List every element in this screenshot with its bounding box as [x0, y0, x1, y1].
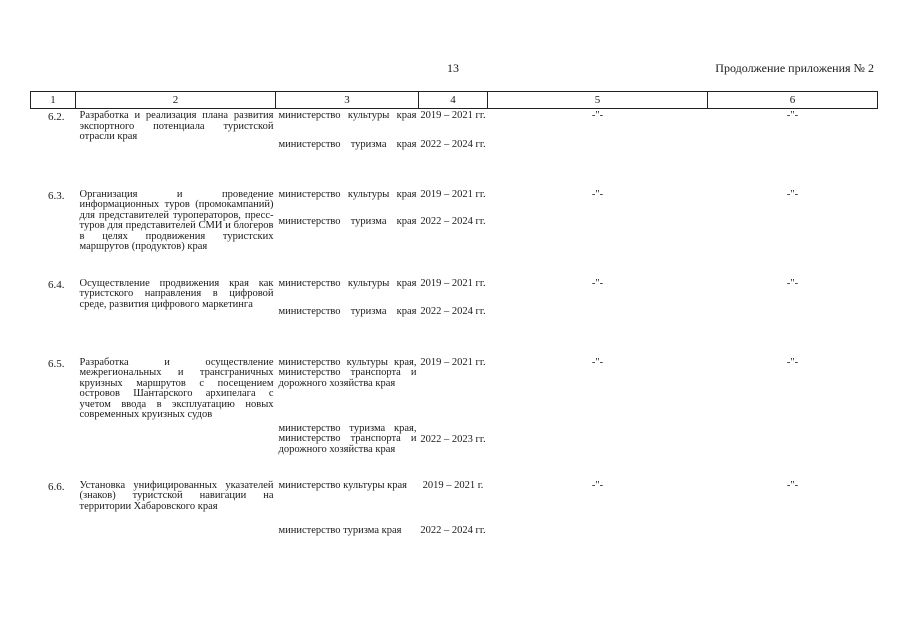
item-terms	[419, 188, 488, 277]
term: 2019 – 2021 гг.	[420, 356, 486, 368]
item-description: Установка унифицированных указателей (знаков) туристской навигации на территории Хабаровского края	[79, 479, 274, 512]
column-header: 5	[488, 92, 708, 109]
term: 2019 – 2021 г.	[422, 479, 484, 491]
item-number: 6.5.	[48, 357, 65, 370]
ditto-mark: -"-	[786, 277, 799, 289]
executor: министерство туризма края	[278, 215, 417, 227]
executor: министерство туризма края	[278, 524, 402, 536]
item-terms	[419, 277, 488, 356]
item-description: Организация и проведение информационных туров (промокампаний) для представителей туроператоров, пресс-туров для представителей СМИ и блогеров в целях продвижения туристских маршрутов (продуктов) края	[79, 188, 274, 252]
table-row	[31, 356, 878, 479]
ditto-mark: -"-	[591, 479, 604, 491]
item-terms	[419, 356, 488, 479]
item-description: Осуществление продвижения края как туристского направления в цифровой среде, развития цифрового маркетинга	[79, 277, 274, 310]
term: 2022 – 2024 гг.	[420, 524, 486, 536]
executor: министерство культуры края	[278, 188, 417, 200]
item-executors	[276, 188, 419, 277]
term: 2022 – 2024 гг.	[420, 305, 486, 317]
ditto-mark: -"-	[591, 277, 604, 289]
item-number: 6.4.	[48, 278, 65, 291]
item-description: Разработка и реализация плана развития экспортного потенциала туристской отрасли края	[79, 110, 274, 142]
column-header: 4	[419, 92, 488, 109]
term: 2022 – 2023 гг.	[420, 433, 486, 445]
ditto-mark: -"-	[786, 479, 799, 491]
ditto-mark: -"-	[591, 356, 604, 368]
table-row	[31, 109, 878, 188]
item-executors	[276, 109, 419, 188]
ditto-mark: -"-	[591, 110, 604, 121]
executor: министерство туризма края	[278, 305, 417, 317]
item-executors	[276, 277, 419, 356]
table-row	[31, 188, 878, 277]
executor: министерство культуры края	[278, 479, 408, 491]
ditto-mark: -"-	[591, 188, 604, 200]
ditto-mark: -"-	[786, 110, 799, 121]
page-number: 13	[447, 61, 459, 75]
continuation-note: Продолжение приложения № 2	[715, 61, 874, 75]
column-header: 2	[76, 92, 276, 109]
executor: министерство культуры края	[278, 110, 417, 121]
item-executors	[276, 356, 419, 479]
term: 2019 – 2021 гг.	[420, 188, 486, 200]
annex-table	[30, 91, 878, 559]
term: 2022 – 2024 гг.	[420, 139, 486, 150]
item-executors	[276, 479, 419, 559]
term: 2022 – 2024 гг.	[420, 215, 486, 227]
term: 2019 – 2021 гг.	[420, 110, 486, 121]
table-row	[31, 479, 878, 559]
term: 2019 – 2021 гг.	[420, 277, 486, 289]
column-header: 1	[31, 92, 76, 109]
ditto-mark: -"-	[786, 356, 799, 368]
column-number-row	[31, 92, 878, 109]
item-description: Разработка и осуществление межрегиональных и трансграничных круизных маршрутов с посещением островов Шантарского архипелага с учетом ввода в эксплуатацию новых современных круизных судов	[79, 356, 274, 420]
item-number: 6.2.	[48, 111, 65, 123]
executor: министерство культуры края, министерство транспорта и дорожного хозяйства края	[278, 356, 417, 389]
column-header: 3	[276, 92, 419, 109]
column-header: 6	[708, 92, 878, 109]
executor: министерство туризма края	[278, 139, 417, 150]
executor: министерство культуры края	[278, 277, 417, 289]
item-terms	[419, 479, 488, 559]
executor: министерство туризма края, министерство транспорта и дорожного хозяйства края	[278, 422, 417, 455]
ditto-mark: -"-	[786, 188, 799, 200]
item-number: 6.3.	[48, 189, 65, 202]
item-terms	[419, 109, 488, 188]
item-number: 6.6.	[48, 480, 65, 493]
table-row	[31, 277, 878, 356]
